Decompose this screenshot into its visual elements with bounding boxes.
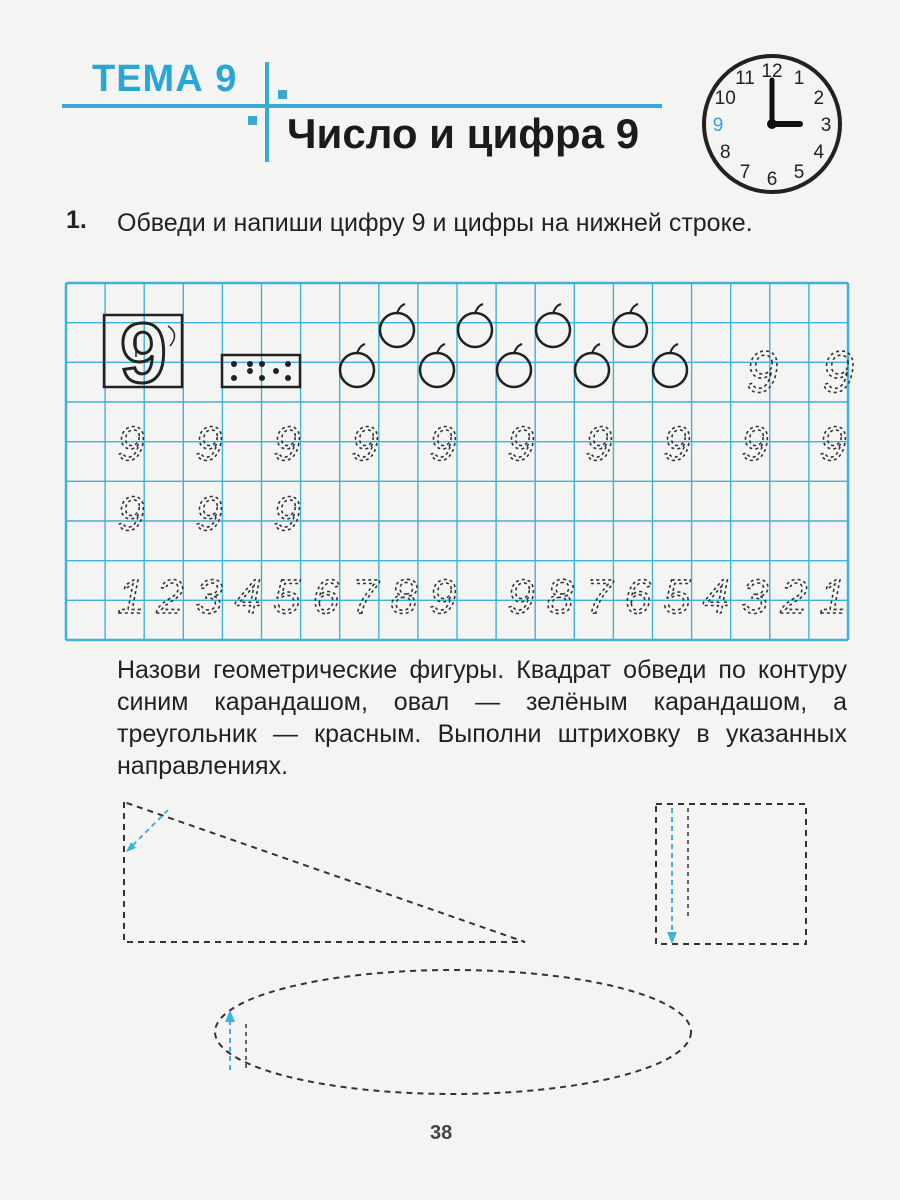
clock-number: 10	[714, 88, 736, 109]
practice-digit: 6	[624, 571, 652, 624]
practice-digit: 6	[312, 571, 340, 624]
task-2-instruction: Назови геометрические фигуры. Квадрат обведи по контуру синим карандашом, овал — зелёным карандашом, а треугольник — красным. Выполни штриховку в указанных направлениях.	[117, 656, 847, 780]
practice-digit: 9	[117, 488, 145, 541]
task-1-instruction: Обведи и напиши цифру 9 и цифры на нижней строке.	[117, 209, 753, 237]
practice-digit: 1	[117, 571, 145, 624]
practice-digit: 9	[741, 418, 769, 471]
clock-number: 3	[820, 115, 832, 136]
dashed-square	[656, 804, 806, 944]
practice-digit: 2	[780, 571, 808, 624]
practice-digit: 9	[429, 571, 457, 624]
practice-digit: 9	[507, 571, 535, 624]
practice-digit: 9	[273, 418, 301, 471]
practice-digit: 9	[585, 418, 613, 471]
practice-digit: 7	[585, 571, 613, 624]
sample-digit-nine: 9	[120, 306, 167, 400]
clock-number: 1	[793, 68, 805, 90]
practice-digit: 9	[821, 340, 855, 405]
clock-number: 11	[735, 68, 755, 90]
dashed-triangle	[124, 802, 525, 942]
page-title: Число и цифра 9	[287, 110, 640, 157]
practice-digit: 4	[702, 571, 730, 624]
arrow-head-icon	[225, 1010, 235, 1022]
arrow-head-icon	[667, 932, 677, 944]
practice-digit: 8	[390, 571, 418, 624]
theme-label: ТЕМА 9	[92, 58, 238, 100]
practice-digit: 9	[351, 418, 379, 471]
dashed-oval	[215, 970, 691, 1094]
practice-digit: 9	[273, 488, 301, 541]
clock-number: 12	[761, 61, 783, 82]
practice-digit: 3	[195, 571, 223, 624]
practice-digit: 5	[663, 571, 691, 624]
practice-digit: 9	[195, 488, 223, 541]
task-number: 1.	[66, 206, 87, 234]
practice-digit: 5	[273, 571, 301, 624]
practice-digit: 7	[351, 571, 379, 624]
clock-number: 9	[712, 115, 724, 136]
clock-number: 7	[739, 161, 751, 183]
practice-digit: 9	[819, 418, 847, 471]
clock-number: 4	[813, 142, 825, 163]
practice-digit: 8	[546, 571, 574, 624]
practice-digit: 9	[429, 418, 457, 471]
page-number: 38	[430, 1122, 453, 1144]
clock-number: 5	[793, 161, 805, 183]
practice-digit: 9	[117, 418, 145, 471]
practice-digit: 2	[156, 571, 184, 624]
practice-digit: 3	[741, 571, 769, 624]
practice-digit: 9	[745, 340, 779, 405]
practice-digit: 9	[195, 418, 223, 471]
clock-number: 8	[719, 142, 731, 163]
clock-number: 6	[766, 169, 778, 190]
practice-digit: 1	[819, 571, 847, 624]
practice-digit: 9	[663, 418, 691, 471]
practice-digit: 4	[234, 571, 262, 624]
clock-number: 2	[813, 88, 825, 109]
practice-digit: 9	[507, 418, 535, 471]
